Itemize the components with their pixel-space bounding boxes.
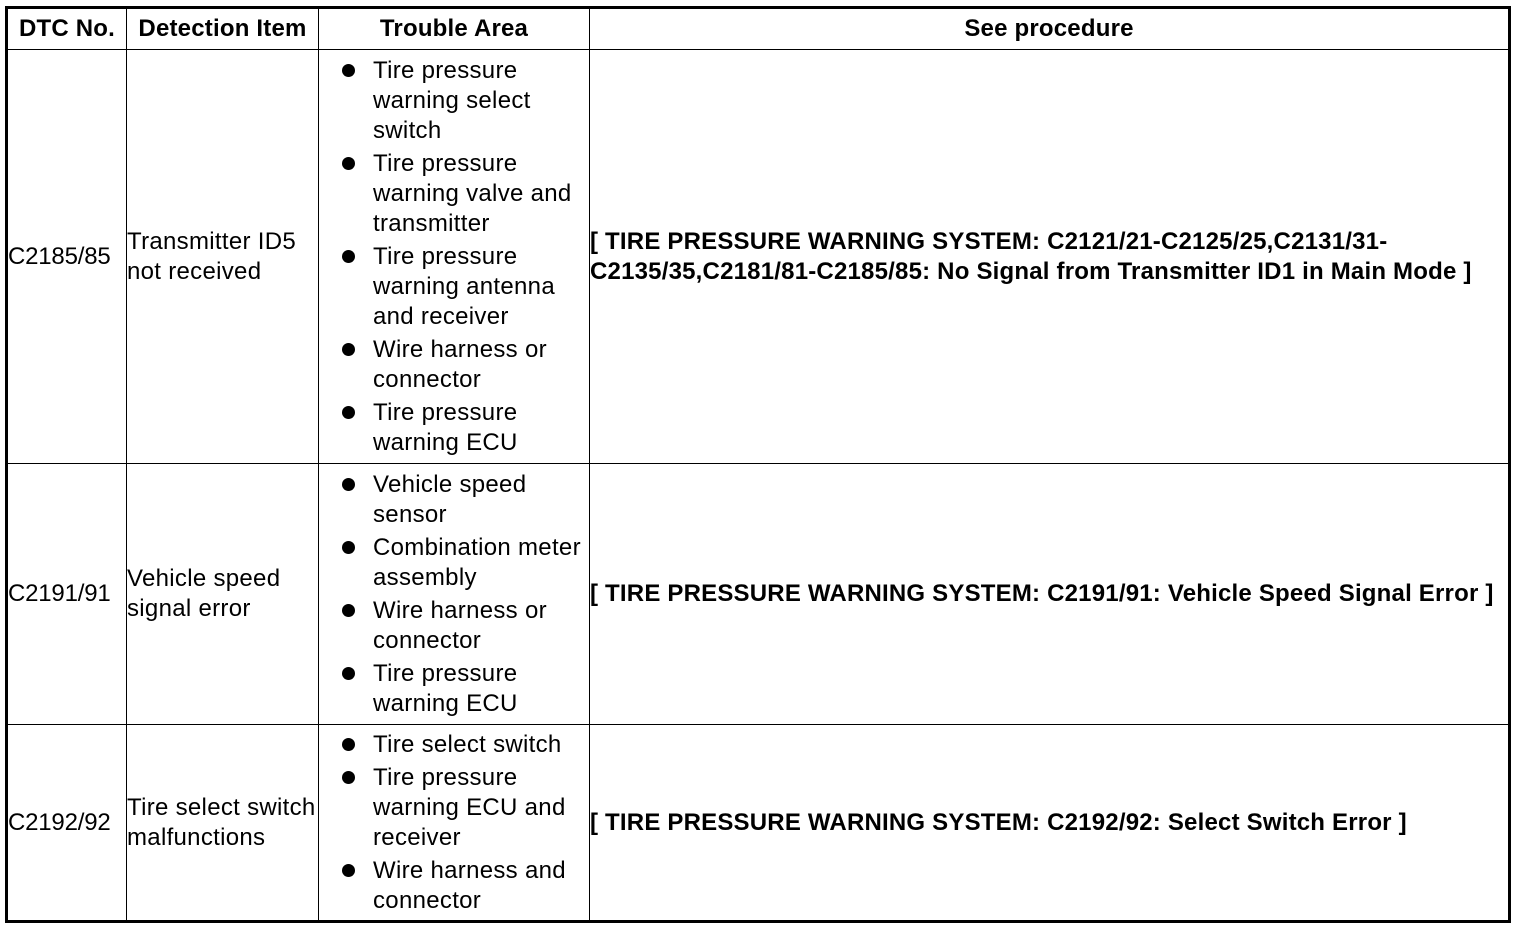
trouble-area-list (319, 56, 589, 458)
bullet-icon (342, 738, 355, 751)
procedure-link[interactable]: [ TIRE PRESSURE WARNING SYSTEM: C2192/92: Select Switch Error ] (590, 808, 1407, 836)
trouble-area-cell (319, 50, 590, 464)
procedure-cell (590, 50, 1510, 464)
bullet-icon (342, 64, 355, 77)
dtc-code: C2185/85 (7, 50, 127, 464)
procedure-link[interactable]: [ TIRE PRESSURE WARNING SYSTEM: C2121/21-C2125/25,C2131/31-C2135/35,C2181/81-C2185/85: No Signal from Transmitter ID1 in Main Mode ] (590, 227, 1472, 285)
trouble-area-list (319, 470, 589, 719)
list-item (319, 533, 589, 593)
dtc-code: C2192/92 (7, 725, 127, 922)
trouble-area-text: Tire pressure warning ECU (373, 659, 518, 717)
dtc-code: C2191/91 (7, 464, 127, 725)
trouble-area-list (319, 730, 589, 916)
list-item (319, 149, 589, 239)
list-item (319, 242, 589, 332)
trouble-area-text: Vehicle speed sensor (373, 470, 527, 528)
trouble-area-text: Tire pressure warning antenna and receiver (373, 242, 555, 330)
trouble-area-text: Tire pressure warning valve and transmitter (373, 149, 572, 237)
trouble-area-text: Tire pressure warning ECU (373, 398, 518, 456)
header-trouble-area: Trouble Area (319, 8, 590, 50)
list-item (319, 763, 589, 853)
bullet-icon (342, 478, 355, 491)
trouble-area-text: Wire harness or connector (373, 596, 547, 654)
list-item (319, 470, 589, 530)
header-detection-item: Detection Item (127, 8, 319, 50)
table-header-row (7, 8, 1510, 50)
table-row (7, 464, 1510, 725)
bullet-icon (342, 604, 355, 617)
list-item (319, 856, 589, 916)
list-item (319, 56, 589, 146)
bullet-icon (342, 406, 355, 419)
list-item (319, 335, 589, 395)
trouble-area-cell (319, 464, 590, 725)
list-item (319, 659, 589, 719)
bullet-icon (342, 343, 355, 356)
header-dtc-no: DTC No. (7, 8, 127, 50)
trouble-area-text: Wire harness and connector (373, 856, 566, 914)
detection-item: Transmitter ID5 not received (127, 50, 319, 464)
list-item (319, 596, 589, 656)
trouble-area-text: Tire select switch (373, 730, 562, 758)
bullet-icon (342, 864, 355, 877)
header-see-procedure: See procedure (590, 8, 1510, 50)
list-item (319, 398, 589, 458)
trouble-area-text: Combination meter assembly (373, 533, 581, 591)
procedure-cell (590, 464, 1510, 725)
trouble-area-cell (319, 725, 590, 922)
bullet-icon (342, 541, 355, 554)
bullet-icon (342, 250, 355, 263)
bullet-icon (342, 667, 355, 680)
detection-item: Vehicle speed signal error (127, 464, 319, 725)
trouble-area-text: Tire pressure warning ECU and receiver (373, 763, 566, 851)
trouble-area-text: Wire harness or connector (373, 335, 547, 393)
procedure-link[interactable]: [ TIRE PRESSURE WARNING SYSTEM: C2191/91: Vehicle Speed Signal Error ] (590, 580, 1494, 607)
table-row (7, 50, 1510, 464)
bullet-icon (342, 157, 355, 170)
procedure-cell (590, 725, 1510, 922)
dtc-table (5, 6, 1511, 923)
list-item (319, 730, 589, 760)
trouble-area-text: Tire pressure warning select switch (373, 56, 531, 144)
table-row (7, 725, 1510, 922)
detection-item: Tire select switch malfunctions (127, 725, 319, 922)
bullet-icon (342, 771, 355, 784)
